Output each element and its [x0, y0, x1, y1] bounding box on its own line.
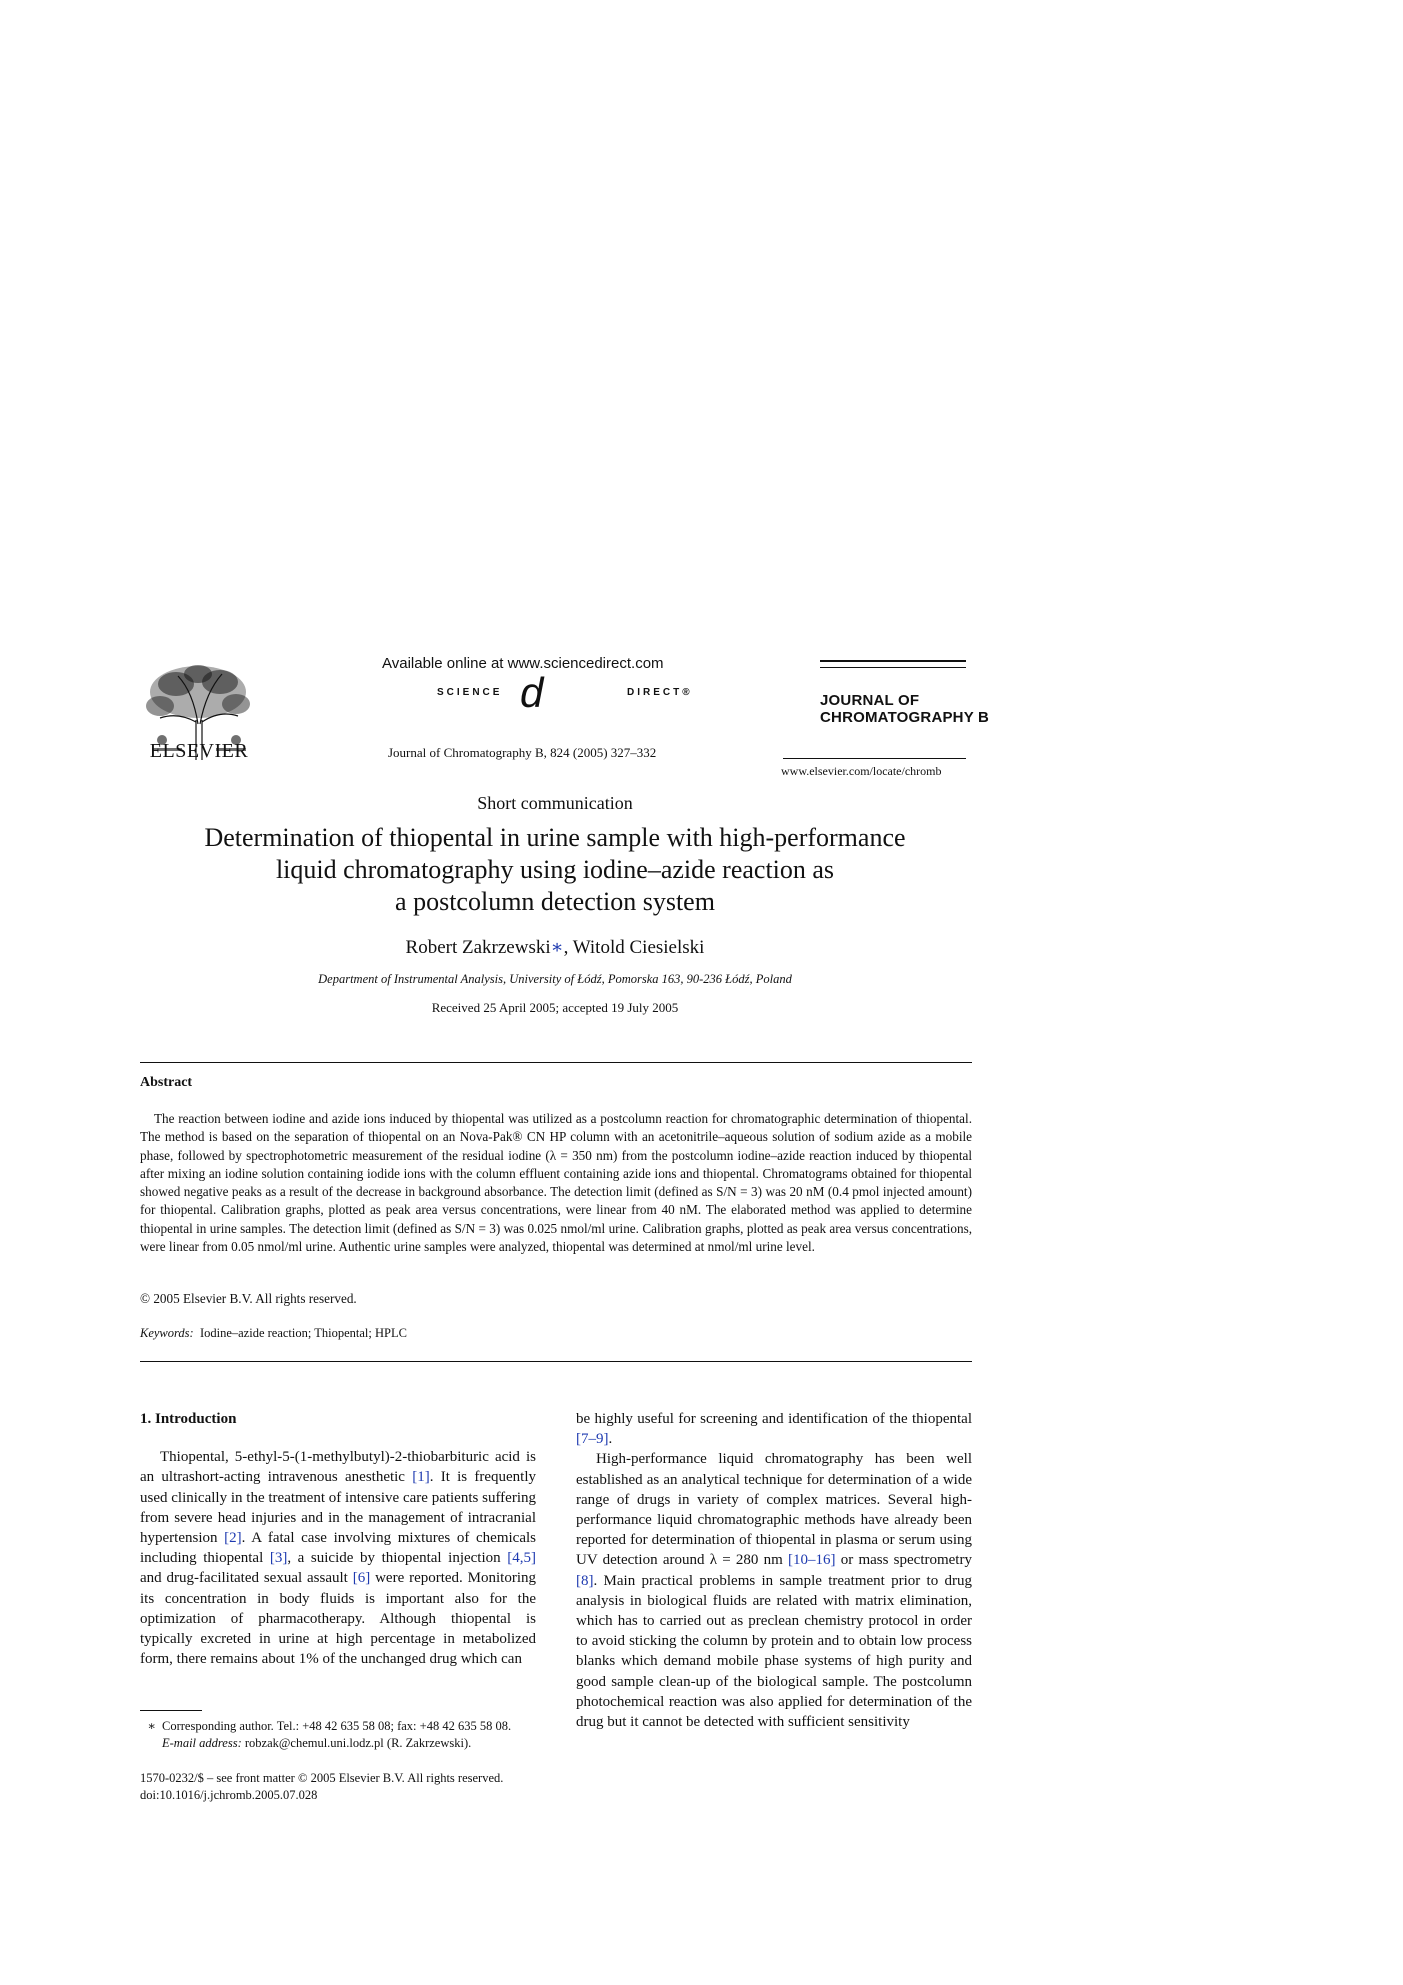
citation-link[interactable]: [4,5]: [507, 1550, 536, 1567]
publisher-name: ELSEVIER: [149, 740, 249, 762]
email-label: E-mail address:: [162, 1736, 242, 1750]
text-segment: be highly useful for screening and identification of the thiopental: [576, 1411, 972, 1427]
keywords-label: Keywords:: [140, 1326, 194, 1340]
author-name: Witold Ciesielski: [572, 937, 705, 958]
citation-link[interactable]: [3]: [269, 1550, 288, 1567]
left-column: [140, 1409, 536, 1669]
text-segment: Thiopental, 5-ethyl-5-(1-methylbutyl)-2-thiobarbituric acid is an ultrashort-acting intravenous anesthetic: [140, 1449, 536, 1486]
footnote-mark: ∗: [147, 1719, 156, 1733]
citation-link[interactable]: [7–9]: [576, 1431, 609, 1448]
authors: [0, 936, 1110, 959]
abstract-copyright: © 2005 Elsevier B.V. All rights reserved.: [140, 1291, 357, 1306]
text-segment: , a suicide by thiopental injection: [287, 1550, 508, 1567]
article-type: Short communication: [477, 793, 633, 813]
text-segment: . It is frequently used clinically in the treatment of intensive care patients suffering from severe head injuries and in the management of intracranial hypertension: [140, 1469, 537, 1547]
keywords-list: Iodine–azide reaction; Thiopental; HPLC: [199, 1326, 407, 1340]
footnote-corresponding: [140, 1718, 540, 1735]
footnote: [140, 1718, 540, 1752]
footnote-text: Corresponding author. Tel.: +48 42 635 58 08; fax: +48 42 635 58 08.: [162, 1719, 512, 1733]
journal-rule: [820, 667, 966, 668]
title-line: liquid chromatography using iodine–azide reaction as: [275, 855, 835, 884]
citation-link[interactable]: [1]: [412, 1469, 430, 1486]
journal-url: www.elsevier.com/locate/chromb: [781, 764, 942, 778]
text-segment: .: [608, 1431, 613, 1448]
abstract-bottom-rule: [140, 1361, 972, 1362]
journal-name: [820, 692, 989, 726]
text-segment: High-performance liquid chromatography has been well established as an analytical technique for determination of a wide range of drugs in variety of complex matrices. Several high-performance liquid chromatographic methods have already been reported for determination of thiopental in plasma or serum using UV detection around λ = 280 nm: [576, 1451, 972, 1569]
body-paragraph: [576, 1409, 972, 1449]
section-heading: 1. Introduction: [140, 1411, 237, 1427]
citation-link[interactable]: [10–16]: [788, 1552, 836, 1569]
journal-name-line1: JOURNAL OF: [820, 692, 920, 709]
citation-link[interactable]: [8]: [576, 1572, 594, 1589]
journal-rule: [820, 660, 966, 662]
citation-link[interactable]: [6]: [352, 1570, 371, 1587]
corresponding-author-link[interactable]: ∗: [550, 937, 564, 958]
citation-link[interactable]: [2]: [224, 1530, 242, 1547]
text-segment: and drug-facilitated sexual assault: [140, 1570, 353, 1587]
article-dates: Received 25 April 2005; accepted 19 July 2005: [431, 1000, 679, 1015]
abstract-paragraph: The reaction between iodine and azide ions induced by thiopental was utilized as a postcolumn reaction for chromatographic determination of thiopental. The method is based on the separation of thiopental on an Nova-Pak® CN HP column with an acetonitrile–aqueous solution of sodium azide as a mobile phase, followed by spectrophotometric measurement of the residual iodine (λ = 350 nm) from the postcolumn iodine–azide reaction induced by thiopental after mixing an iodine solution containing iodide ions with the column effluent containing azide ions and thiopental. Chromatograms obtained for thiopental showed negative peaks as a result of the decrease in background absorbance. The detection limit (defined as S/N = 3) was 20 nM (0.4 pmol injected amount) for thiopental. Calibration graphs, plotted as peak area versus concentrations, were linear from 40 nM. The elaborated method was applied to determine thiopental in urine samples. The detection limit (defined as S/N = 3) was 0.025 nmol/ml urine. Calibration graphs, plotted as peak area versus concentrations, were linear from 0.05 nmol/ml urine. Authentic urine samples were analyzed, thiopental was determined at nmol/ml urine level.: [140, 1111, 972, 1255]
author-name: Robert Zakrzewski: [405, 937, 551, 958]
sciencedirect-logo-right: DIRECT®: [627, 687, 693, 698]
front-matter: [140, 1770, 503, 1804]
keywords: [140, 1326, 407, 1341]
title-line: Determination of thiopental in urine sample with high-performance: [204, 823, 906, 852]
journal-name-line2: CHROMATOGRAPHY B: [820, 709, 990, 726]
journal-rule: [783, 758, 966, 759]
journal-citation: Journal of Chromatography B, 824 (2005) 327–332: [388, 745, 657, 760]
abstract-body: [140, 1110, 972, 1256]
footnote-rule: [140, 1710, 202, 1711]
sciencedirect-at-icon: d: [520, 669, 544, 716]
article-title: [160, 822, 950, 918]
available-online-text: Available online at www.sciencedirect.com: [382, 655, 664, 672]
sciencedirect-logo-left: SCIENCE: [437, 687, 503, 698]
title-line: a postcolumn detection system: [395, 887, 715, 916]
abstract-heading: Abstract: [140, 1075, 193, 1090]
author-separator: ,: [563, 937, 573, 958]
text-segment: were reported. Monitoring its concentration in body fluids is important also for the optimization of pharmacotherapy. Although thiopental is typically excreted in urine at high percentage in metabolized form, there remains about 1% of the unchanged drug which can: [140, 1570, 537, 1668]
doi-line: doi:10.1016/j.jchromb.2005.07.028: [140, 1788, 318, 1802]
footnote-email: [140, 1735, 540, 1752]
body-paragraph: [576, 1449, 972, 1732]
body-paragraph: [140, 1447, 536, 1669]
affiliation: Department of Instrumental Analysis, University of Łódź, Pomorska 163, 90-236 Łódź, Poland: [318, 972, 792, 986]
text-segment: . Main practical problems in sample treatment prior to drug analysis in biological fluids are related with matrix elimination, which has to carried out as preclean chemistry protocol in order to avoid sticking the column by protein and to obtain low process blanks which demand mobile phase systems of high purity and good sample clean-up of the biological sample. The postcolumn photochemical reaction was also applied for determination of the drug but it cannot be detected with sufficient sensitivity: [576, 1572, 972, 1731]
abstract-top-rule: [140, 1062, 972, 1063]
issn-line: 1570-0232/$ – see front matter © 2005 Elsevier B.V. All rights reserved.: [140, 1771, 504, 1785]
text-segment: . A fatal case involving mixtures of chemicals including thiopental: [140, 1530, 536, 1567]
right-column: [576, 1409, 972, 1732]
text-segment: or mass spectrometry: [835, 1552, 972, 1569]
email-address[interactable]: robzak@chemul.uni.lodz.pl (R. Zakrzewski).: [241, 1736, 472, 1750]
